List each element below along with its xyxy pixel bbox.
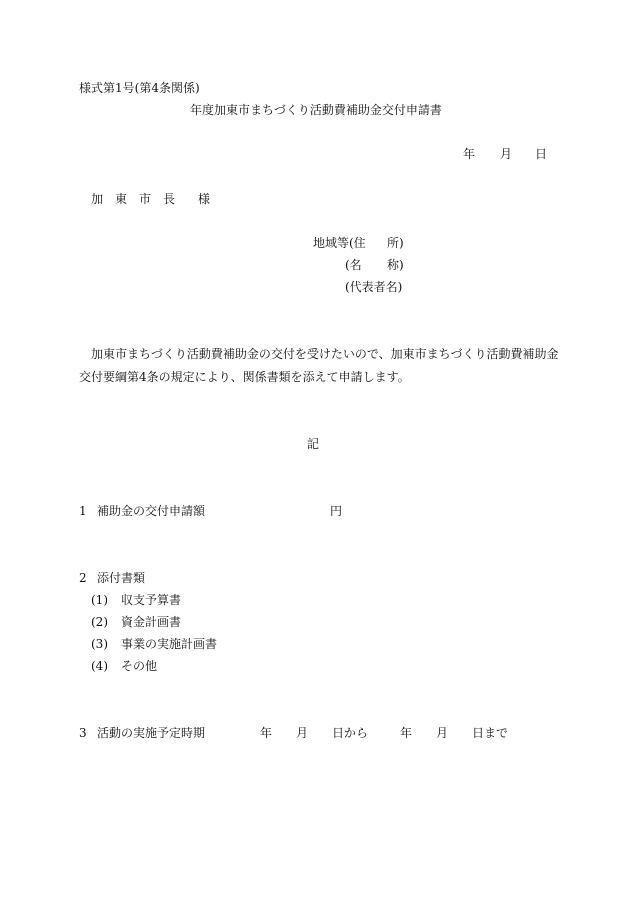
item2-sub3-label: 事業の実施計画書 <box>121 637 218 651</box>
date-month-label: 月 <box>500 147 513 161</box>
item2-sub2-number: (2) <box>91 615 108 629</box>
item3-label: 活動の実施予定時期 <box>97 726 206 740</box>
applicant-rep-label: (代表者名) <box>345 280 403 294</box>
item3-from-year: 年 <box>260 726 273 740</box>
item2-sub1-label: 収支予算書 <box>121 593 182 607</box>
applicant-name-label-end: 称) <box>387 258 404 272</box>
item3-to-day: 日まで <box>472 726 509 740</box>
addressee-char-3: 市 <box>139 192 152 206</box>
item2-sub4-label: その他 <box>121 659 158 673</box>
addressee-honorific: 様 <box>198 192 211 206</box>
item3-number: 3 <box>79 726 87 740</box>
applicant-area-label-end: 所) <box>387 236 404 250</box>
item1-label: 補助金の交付申請額 <box>97 504 206 518</box>
item1-unit: 円 <box>330 504 343 518</box>
body-line-1: 加東市まちづくり活動費補助金の交付を受けたいので、加東市まちづくり活動費補助金 <box>91 347 559 361</box>
ki-heading: 記 <box>307 437 320 451</box>
item2-number: 2 <box>79 571 87 585</box>
item1-number: 1 <box>79 504 87 518</box>
item3-to-month: 月 <box>436 726 449 740</box>
addressee-char-2: 東 <box>115 192 128 206</box>
item2-sub2-label: 資金計画書 <box>121 615 182 629</box>
applicant-area-label: 地域等(住 <box>313 236 366 250</box>
applicant-name-label-start: (名 <box>345 258 362 272</box>
item3-from-month: 月 <box>296 726 309 740</box>
item3-to-year: 年 <box>400 726 413 740</box>
addressee-char-4: 長 <box>163 192 176 206</box>
document-title: 年度加東市まちづくり活動費補助金交付申請書 <box>190 103 442 117</box>
date-day-label: 日 <box>535 147 548 161</box>
item2-label: 添付書類 <box>97 571 146 585</box>
form-number: 様式第1号(第4条関係) <box>79 81 200 95</box>
item2-sub4-number: (4) <box>91 659 108 673</box>
item2-sub1-number: (1) <box>91 593 108 607</box>
addressee-char-1: 加 <box>91 192 104 206</box>
body-line-2: 交付要綱第4条の規定により、関係書類を添えて申請します。 <box>79 370 410 384</box>
item2-sub3-number: (3) <box>91 637 108 651</box>
date-year-label: 年 <box>463 147 476 161</box>
item3-from-day: 日から <box>332 726 369 740</box>
